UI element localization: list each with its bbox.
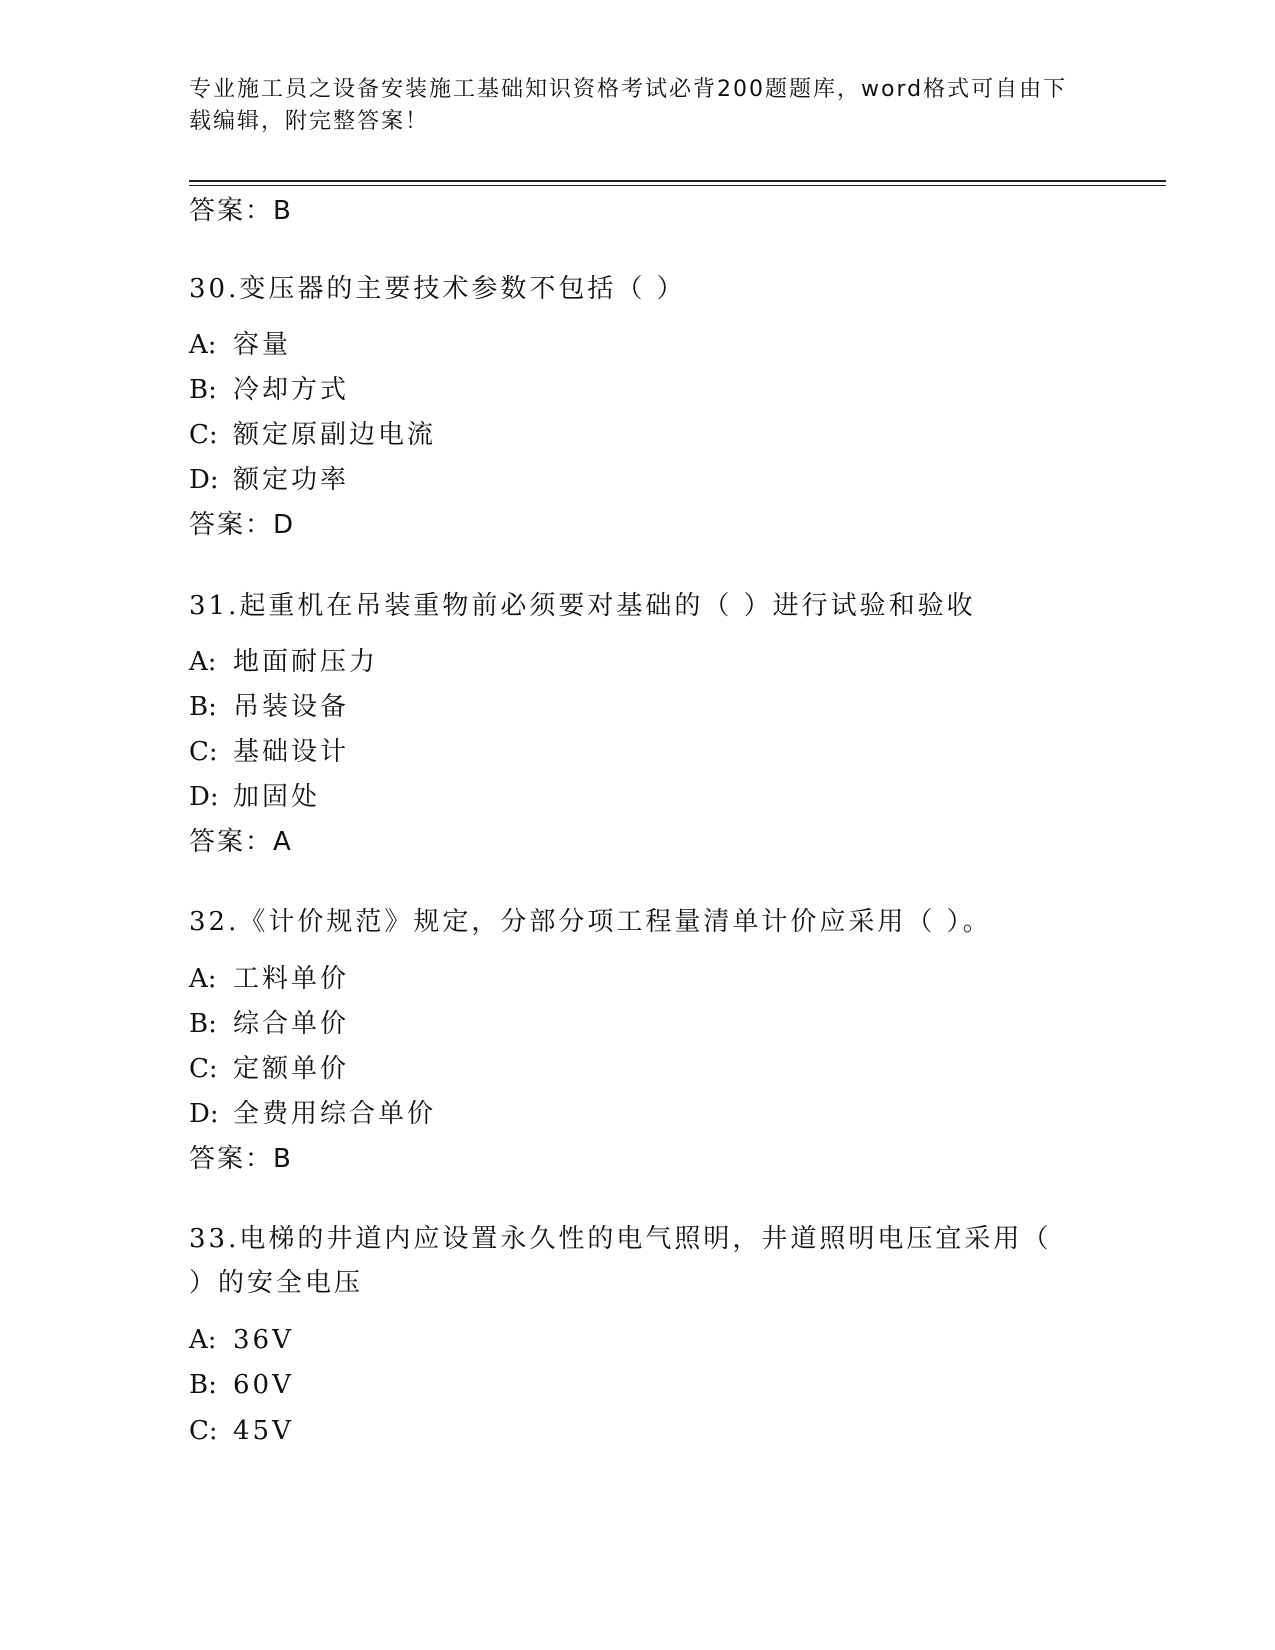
answer-29: 答案：B xyxy=(189,196,293,226)
header-divider-thin xyxy=(189,185,1166,186)
option-key: A: xyxy=(189,964,217,994)
question-32-option-b xyxy=(189,1007,349,1041)
option-text: 60V xyxy=(233,1370,294,1400)
option-text: 45V xyxy=(233,1416,294,1446)
option-text: 基础设计 xyxy=(233,737,350,767)
option-text: 冷却方式 xyxy=(233,375,350,405)
option-key: B: xyxy=(189,692,217,722)
option-key: B: xyxy=(189,1370,217,1400)
option-text: 36V xyxy=(233,1325,294,1355)
option-text: 综合单价 xyxy=(233,1009,350,1039)
question-30-text: 30.变压器的主要技术参数不包括（ ） xyxy=(189,274,686,304)
option-key: A: xyxy=(189,1325,217,1355)
question-30-option-b xyxy=(189,373,349,407)
answer-31: 答案：A xyxy=(189,827,293,857)
question-31-option-c xyxy=(189,735,349,769)
option-key: C: xyxy=(189,737,218,767)
question-32-option-d xyxy=(189,1097,436,1131)
option-key: A: xyxy=(189,647,217,677)
question-30-option-a xyxy=(189,328,291,362)
option-text: 工料单价 xyxy=(233,964,350,994)
question-33-option-b xyxy=(189,1368,294,1402)
option-text: 额定原副边电流 xyxy=(233,420,437,450)
question-32-option-a xyxy=(189,962,349,996)
question-32-option-c xyxy=(189,1052,349,1086)
option-key: C: xyxy=(189,1054,218,1084)
option-key: B: xyxy=(189,375,217,405)
option-text: 地面耐压力 xyxy=(233,647,379,677)
answer-32: 答案：B xyxy=(189,1144,293,1174)
question-31-option-b xyxy=(189,690,349,724)
document-header-text: 专业施工员之设备安装施工基础知识资格考试必背200题题库，word格式可自由下载编辑，附完整答案！ xyxy=(189,77,1068,134)
option-text: 加固处 xyxy=(233,782,321,812)
option-key: D: xyxy=(189,1099,219,1129)
option-text: 容量 xyxy=(233,330,292,360)
answer-30: 答案：D xyxy=(189,510,296,540)
option-key: C: xyxy=(189,420,218,450)
option-key: B: xyxy=(189,1009,217,1039)
question-31-option-a xyxy=(189,645,378,679)
option-key: D: xyxy=(189,465,219,495)
question-33-option-a xyxy=(189,1323,294,1357)
question-31-text: 31.起重机在吊装重物前必须要对基础的（ ）进行试验和验收 xyxy=(189,591,976,621)
question-33-option-c xyxy=(189,1414,294,1448)
header-divider-thick xyxy=(189,180,1166,182)
option-key: A: xyxy=(189,330,217,360)
question-31-option-d xyxy=(189,780,320,814)
question-30-option-c xyxy=(189,418,436,452)
option-key: C: xyxy=(189,1416,218,1446)
option-text: 定额单价 xyxy=(233,1054,350,1084)
option-key: D: xyxy=(189,782,219,812)
option-text: 额定功率 xyxy=(233,465,350,495)
option-text: 全费用综合单价 xyxy=(233,1099,437,1129)
option-text: 吊装设备 xyxy=(233,692,350,722)
question-33-text: 33.电梯的井道内应设置永久性的电气照明，井道照明电压宜采用（ ）的安全电压 xyxy=(189,1224,1052,1298)
question-32-text: 32.《计价规范》规定，分部分项工程量清单计价应采用（ ）。 xyxy=(189,907,992,937)
question-30-option-d xyxy=(189,463,349,497)
